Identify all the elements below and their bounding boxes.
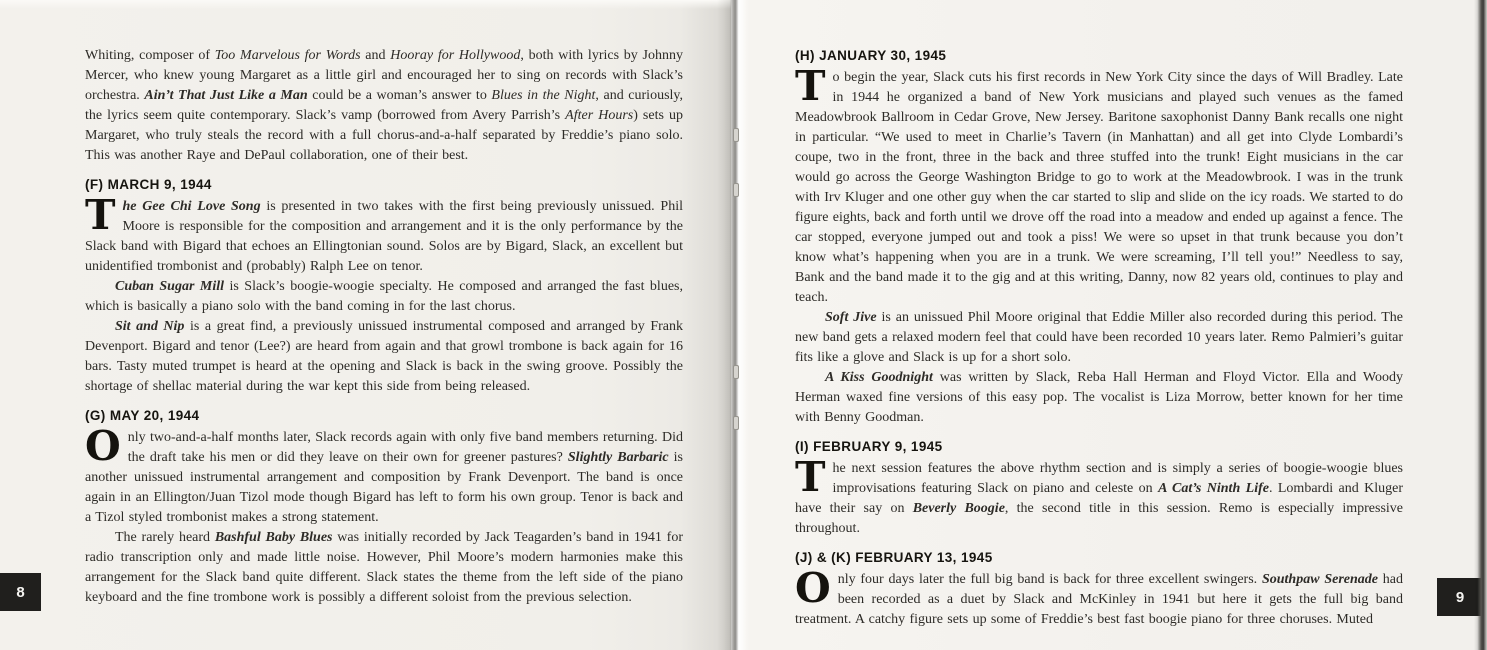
text-run: and — [360, 48, 391, 63]
drop-cap: T — [795, 62, 826, 110]
paragraph — [85, 422, 683, 528]
section-heading: (H) JANUARY 30, 1945 — [795, 48, 947, 63]
paragraph — [85, 277, 683, 317]
text-run: Southpaw Serenade — [1261, 572, 1378, 587]
text-run: , and curiously, the lyrics seem quite contemporary. Slack’s vamp (borrowed from Avery Parrish’s — [85, 88, 683, 123]
paragraph — [85, 528, 683, 608]
text-run: is a great find, a previously unissued instrumental composed and arranged by Frank Devenport. Bigard and tenor (Lee?) are heard from again and that growl trombone is back again for 16 bars. Tasty muted trumpet is heard at the opening and Slack is back in the swing groove. Possibly the shortage of shellac material during the war kept this side from being released. — [85, 319, 683, 394]
page-left — [0, 0, 731, 650]
page-right — [731, 0, 1487, 650]
text-run: Soft Jive — [825, 310, 877, 325]
text-run: he Gee Chi Love Song — [122, 199, 261, 214]
paragraph — [85, 317, 683, 397]
drop-cap: O — [85, 422, 121, 470]
text-run: is presented in two takes with the first being previously unissued. Phil Moore is responsible for the composition and arrangement and it is the only performance by the Slack band with Bigard that echoes an Ellingtonian sound. Solos are by Bigard, Slack, an excellent but unidentified trombonist and (probably) Ralph Lee on tenor. — [85, 199, 683, 274]
staple — [733, 128, 739, 142]
text-run: ) sets up Margaret, who truly steals the record with a full chorus-and-a-half separated by Freddie’s piano solo. This was another Raye and DePaul collaboration, one of their best. — [85, 108, 683, 163]
text-run: is an unissued Phil Moore original that Eddie Miller also recorded during this period. The new band gets a relaxed modern feel that could have been recorded 10 years later. Remo Palmieri’s guitar fits like a glove and Slack is up for a short solo. — [795, 310, 1403, 365]
page-number-tab-left — [0, 573, 41, 611]
text-run: nly four days later the full big band is back for three excellent swingers. — [837, 572, 1262, 587]
text-run: Blues in the Night — [491, 88, 596, 103]
text-run: Sit and Nip — [115, 319, 185, 334]
text-run: Hooray for Hollywood — [390, 48, 521, 63]
drop-cap: T — [795, 453, 826, 501]
text-run: After Hours — [565, 108, 634, 123]
text-run: , the second title in this session. Remo is especially impressive throughout. — [795, 501, 1404, 536]
section-heading: (G) MAY 20, 1944 — [85, 408, 200, 423]
spine-fold — [717, 0, 747, 650]
text-run: Bashful Baby Blues — [214, 530, 333, 545]
paragraph — [795, 62, 1403, 308]
text-run: nly two-and-a-half months later, Slack records again with only five band members returning. Did the draft take his men or did they leave on their own for greener pastures? — [127, 430, 683, 465]
page-top-edge — [0, 0, 731, 9]
text-run: is another unissued instrumental arrangement and composition by Frank Devenport. The band is once again in an Ellington/Juan Tizol mode though Bigard has left to form his own group. Tenor is back and a Tizol styled trombonist makes a strong statement. — [85, 450, 683, 525]
text-run: Slightly Barbaric — [567, 450, 669, 465]
page-number-label: 9 — [1455, 588, 1465, 606]
text-run: The rarely heard — [115, 530, 215, 545]
text-run: . Lombardi and Kluger have their say on — [795, 481, 1403, 516]
text-run: was initially recorded by Jack Teagarden’s band in 1941 for radio transcription only and made little noise. However, Phil Moore’s modern harmonies make this arrangement for the Slack band quite different. Slack states the theme from the left side of the piano keyboard and the fine trombone work is possibly a different soloist from the previous selection. — [85, 530, 683, 605]
section-heading: (J) & (K) FEBRUARY 13, 1945 — [795, 550, 993, 565]
text-run: A Cat’s Ninth Life — [1158, 481, 1269, 496]
page-right-content — [795, 48, 1403, 630]
section-heading: (F) MARCH 9, 1944 — [85, 177, 212, 192]
text-run: had been recorded as a duet by Slack and McKinley in 1941 but here it gets the full big band treatment. A catchy figure sets up some of Freddie’s best fast boogie piano for three choruses. Muted — [795, 572, 1403, 627]
text-run: Beverly Boogie — [912, 501, 1005, 516]
drop-cap: O — [795, 564, 831, 612]
text-run: , both with lyrics by Johnny Mercer, who knew young Margaret as a little girl and encouraged her to sing on records with Slack’s orchestra. — [85, 48, 683, 103]
text-run: o begin the year, Slack cuts his first records in New York City since the days of Will Bradley. Late in 1944 he organized a band of New York musicians and played such venues as the famed Meadowbrook Ballroom in Cedar Grove, New Jersey. Baritone saxophonist Danny Bank recalls one night in particular. “We used to meet in Charlie’s Tavern (in Manhattan) and all get into Clyde Lombardi’s coupe, two in the front, three in the back and three stuffed into the trunk! Eight musicians in the car would go across the George Washington Bridge to go to work at the Meadowbrook. I was in the trunk with Irv Kluger and one other guy when the car started to slip and slide on the icy roads. We started to do figure eights, back and forth until we drove off the road into a meadow and ended up against a fence. The car stopped, everyone jumped out and took a piss! We were so upset in that trunk because you don’t know what’s happening when you are in a trunk. We were screaming, I’ll tell you!” Needless to say, Bank and the band made it to the gig and at this writing, Danny, now 82 years old, continues to play and teach. — [795, 70, 1403, 305]
drop-cap: T — [85, 191, 116, 239]
paragraph — [795, 308, 1403, 368]
text-run: A Kiss Goodnight — [825, 370, 933, 385]
text-run: was written by Slack, Reba Hall Herman and Floyd Victor. Ella and Woody Herman waxed fine versions of this easy pop. The vocalist is Liza Morrow, better known for her time with Benny Goodman. — [795, 370, 1403, 425]
page-number-label: 8 — [16, 583, 25, 601]
text-run: Too Marvelous for Words — [214, 48, 361, 63]
paragraph — [795, 564, 1403, 630]
paragraph — [795, 453, 1404, 539]
text-run: Cuban Sugar Mill — [115, 279, 224, 294]
page-edge-shadow — [1474, 0, 1487, 650]
text-run: is Slack’s boogie-woogie specialty. He composed and arranged the fast blues, which is basically a piano solo with the band coming in for the last chorus. — [85, 279, 683, 314]
paragraph — [85, 191, 683, 277]
paragraph — [795, 368, 1403, 428]
text-run: he next session features the above rhythm section and is simply a series of boogie-woogie blues improvisations featuring Slack on piano and celeste on — [832, 461, 1403, 496]
page-left-content — [85, 46, 683, 608]
staple — [733, 416, 739, 430]
staple — [733, 183, 739, 197]
paragraph — [85, 46, 683, 166]
text-run: Ain’t That Just Like a Man — [144, 88, 308, 103]
section-heading: (I) FEBRUARY 9, 1945 — [795, 439, 943, 454]
text-run: could be a woman’s answer to — [307, 88, 492, 103]
staple — [733, 365, 739, 379]
text-run: Whiting, composer of — [85, 48, 215, 63]
